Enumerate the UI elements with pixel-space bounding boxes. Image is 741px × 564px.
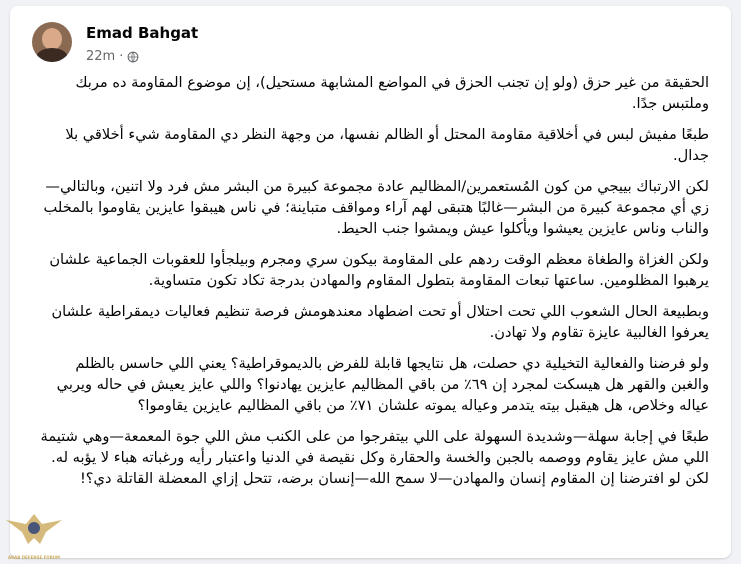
post-paragraph: طبعًا في إجابة سهلة—وشديدة السهولة على اللي بيتفرجوا من على الكنب مش اللي جوة المعمعة—وهي شتيمة اللي مش عايز يقاوم ووصمه بالجبن والخسة والحقارة وكل نقيصة في الدنيا واعتبار رأيه ورغباته هباء لا يؤبه له. لكن لو افترضنا إن المقاوم إنسان والمهادن—لا سمح الله—إنسان برضه، تتحل إزاي المعضلة القاتلة دي؟! — [40, 428, 709, 487]
post-paragraph: الحقيقة من غير حزق (ولو إن تجنب الحزق في المواضع المشابهة مستحيل)، إن موضوع المقاومة ده مربك وملتبس جدًا. — [75, 74, 709, 112]
eagle-emblem-icon — [2, 502, 66, 552]
watermark-text: ARAB DEFENSE FORUM — [7, 555, 61, 560]
post-paragraph: طبعًا مفيش لبس في أخلاقية مقاومة المحتل أو الظالم نفسها، من وجهة النظر دي المقاومة شيء أخلاقي بلا جدال. — [65, 126, 709, 164]
post-paragraph: لكن الارتباك بييجي من كون المُستعمرين/المظاليم عادة مجموعة كبيرة من البشر مش فرد ولا اتنين، وبالتالي—زي أي مجموعة كبيرة من البشر—غالبًا هتبقى لهم آراء ومواقف متباينة؛ في ناس هيبقوا عايزين يقاوموا بالمخلب والناب وناس عايزين يعيشوا ويأكلوا عيش ويمشوا جنب الحيط. — [43, 178, 709, 237]
post-time[interactable]: 22m — [86, 49, 116, 64]
author-name[interactable]: Emad Bahgat — [86, 24, 199, 42]
post-paragraph: ولو فرضنا والفعالية التخيلية دي حصلت، هل نتايجها قابلة للفرض بالديموقراطية؟ يعني اللي حاسس بالظلم والغبن والقهر هل هيسكت لمجرد إن ٦٩٪ من باقي المظاليم عايزين يهادنوا؟ واللي عايز يعيش في حاله ويربي عياله وخلاص، هل هيقبل بيته يتدمر وعياله يموته علشان ٧١٪ من باقي المظاليم عايزين يقاوموا؟ — [56, 355, 709, 414]
watermark-logo — [2, 502, 66, 560]
post-card — [10, 6, 731, 558]
post-header — [22, 16, 719, 64]
post-paragraph: ولكن الغزاة والطغاة معظم الوقت ردهم على المقاومة بيكون سري ومجرم وبيلجأوا للعقوبات الجماعية علشان يرهبوا المظلومين. ساعتها تبعات المقاومة بتطول المقاوم والمهادن بدرجة تكاد تكون متساوية. — [49, 251, 709, 289]
post-paragraph: وبطبيعة الحال الشعوب اللي تحت احتلال أو تحت اضطهاد معندهومش فرصة تنظيم فعاليات ديمقراطية علشان يعرفوا الغالبية عايزة تقاوم ولا تهادن. — [51, 303, 709, 341]
post-body — [34, 72, 709, 499]
avatar[interactable] — [32, 22, 72, 62]
globe-icon — [127, 51, 139, 63]
post-meta: 22m · — [86, 49, 139, 64]
